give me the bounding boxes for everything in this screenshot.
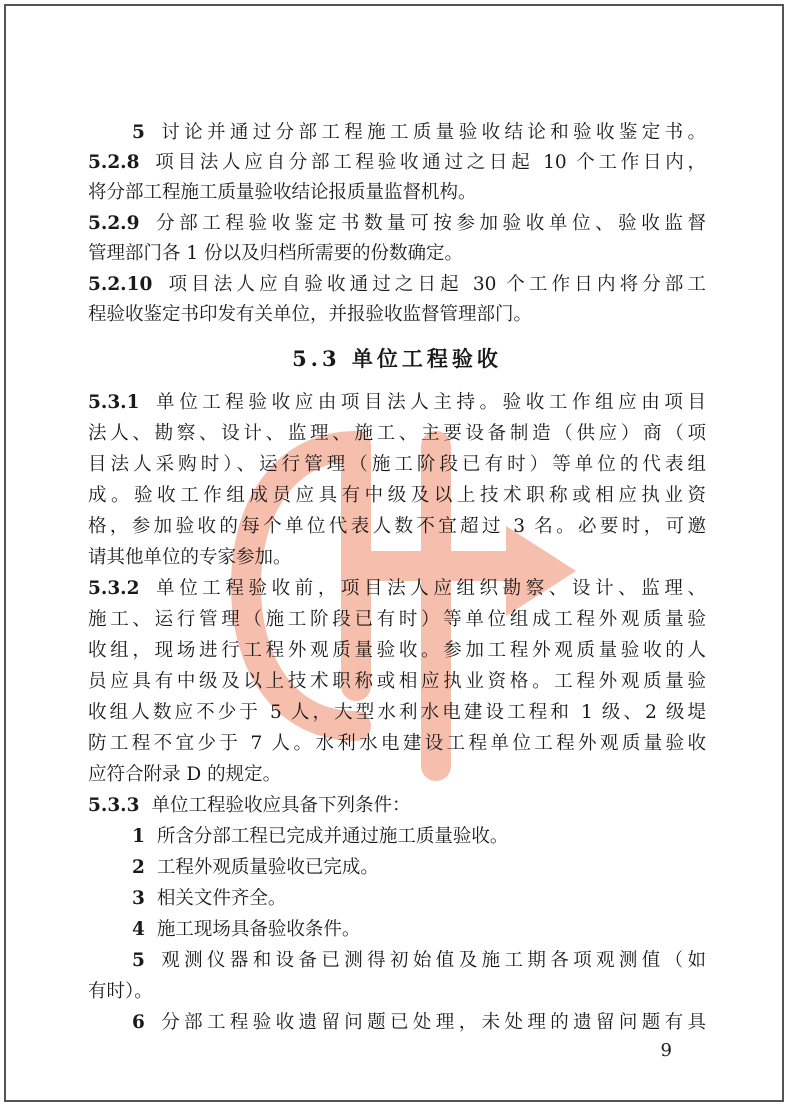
text-line: 管理部门各 1 份以及归档所需要的份数确定。 (88, 243, 464, 264)
text-line: 程验收鉴定书印发有关单位，并报验收监督管理部门。 (88, 304, 533, 325)
text-line: 收组人数应不少于 5 人，大型水利水电建设工程和 1 级、2 级堤 (88, 702, 706, 723)
text-line: 5.3.3 单位工程验收应具备下列条件： (88, 795, 411, 816)
text-line: 5.3.2 单位工程验收前，项目法人应组织勘察、设计、监理、 (88, 578, 706, 599)
text-line: 员应具有中级及以上技术职称或相应执业资格。工程外观质量验 (88, 671, 706, 692)
text-line: 5.2.8 项目法人应自分部工程验收通过之日起 10 个工作日内， (88, 152, 706, 173)
document-page (4, 4, 784, 1102)
list-item: 3 相关文件齐全。 (132, 888, 287, 909)
text-line: 5.2.9 分部工程验收鉴定书数量可按参加验收单位、验收监督 (88, 213, 706, 234)
text-line: 目法人采购时）、运行管理（施工阶段已有时）等单位的代表组 (88, 454, 706, 475)
text-line: 5.2.10 项目法人应自验收通过之日起 30 个工作日内将分部工 (88, 274, 706, 295)
text-line: 5 讨论并通过分部工程施工质量验收结论和验收鉴定书。 (132, 122, 706, 143)
text-line: 防工程不宜少于 7 人。水利水电建设工程单位工程外观质量验收 (88, 733, 706, 754)
text-line: 法人、勘察、设计、监理、施工、主要设备制造（供应）商（项 (88, 423, 706, 444)
text-line: 成。验收工作组成员应具有中级及以上技术职称或相应执业资 (88, 485, 706, 506)
section-title: 5.3 单位工程验收 (292, 346, 502, 371)
text-line: 收组，现场进行工程外观质量验收。参加工程外观质量验收的人 (88, 640, 706, 661)
text-line: 施工、运行管理（施工阶段已有时）等单位组成工程外观质量验 (88, 609, 706, 630)
list-item: 5 观测仪器和设备已测得初始值及施工期各项观测值（如 (132, 950, 706, 971)
text-line: 5.3.1 单位工程验收应由项目法人主持。验收工作组应由项目 (88, 392, 706, 413)
list-item: 2 工程外观质量验收已完成。 (132, 857, 379, 878)
text-line: 格，参加验收的每个单位代表人数不宜超过 3 名。必要时，可邀 (88, 516, 706, 537)
list-item: 4 施工现场具备验收条件。 (132, 919, 361, 940)
list-item: 6 分部工程验收遗留问题已处理，未处理的遗留问题有具 (132, 1012, 706, 1033)
page-number: 9 (660, 1040, 672, 1061)
text-line: 应符合附录 D 的规定。 (88, 764, 282, 785)
list-item: 1 所含分部工程已完成并通过施工质量验收。 (132, 826, 509, 847)
text-line: 请其他单位的专家参加。 (88, 547, 292, 568)
text-line: 将分部工程施工质量验收结论报质量监督机构。 (88, 182, 477, 203)
text-line: 有时）。 (88, 981, 153, 1002)
